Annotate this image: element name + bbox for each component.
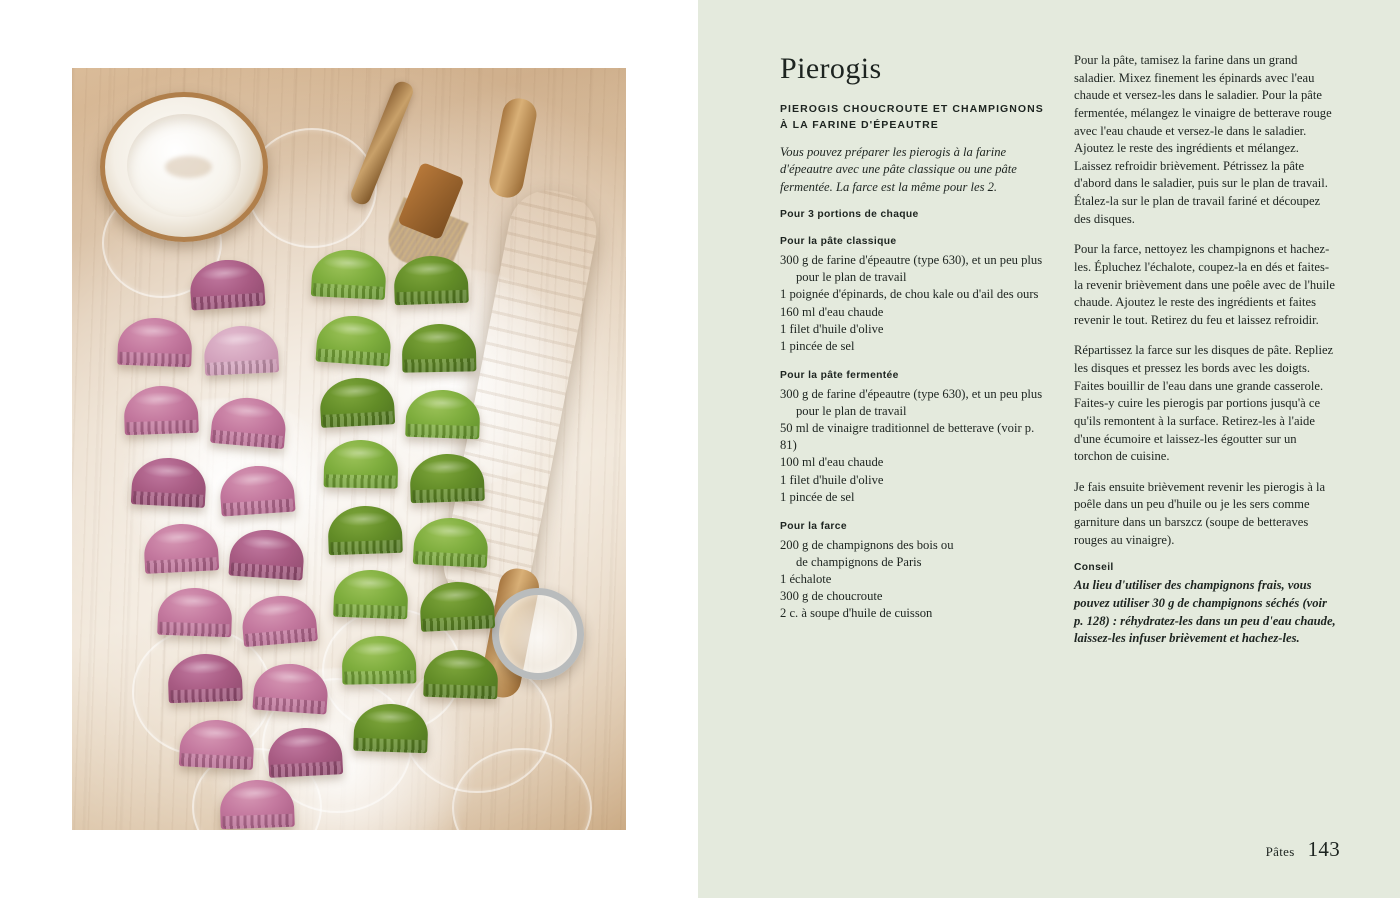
ingredient-item-continuation: pour le plan de travail [796,270,907,285]
page-title: Pierogis [780,52,882,85]
ingredient-item: 1 poignée d'épinards, de chou kale ou d'ail des ours [780,287,1039,302]
ingredient-item-continuation: de champignons de Paris [796,554,922,569]
recipe-photo [72,68,626,830]
ingredient-group-title: Pour la pâte fermentée [780,369,899,381]
ingredient-group [780,236,1044,355]
recipe-block [780,52,1336,648]
ingredient-item: 1 pincée de sel [780,489,855,504]
recipe-step: Pour la farce, nettoyez les champignons et hachez-les. Épluchez l'échalote, coupez-la en dés et faites-la revenir brièvement dans une poêle avec de l'huile chaude. Ajoutez le reste des ingrédients et faites revenir le tout. Retirez du feu et laissez refroidir. [1074,242,1336,327]
ingredient-group-title: Pour la pâte classique [780,236,897,248]
recipe-ingredients-column [780,52,1044,648]
recipe-steps-column [1074,52,1336,648]
round-cutter [492,588,584,680]
ingredient-item: 2 c. à soupe d'huile de cuisson [780,606,933,621]
ingredient-item-continuation: pour le plan de travail [796,404,907,419]
ingredient-item: 160 ml d'eau chaude [780,304,884,319]
left-page [0,0,698,898]
page-footer [1266,837,1340,862]
right-page [698,0,1400,898]
ingredient-group [780,521,1044,623]
recipe-tip-body: Au lieu d'utiliser des champignons frais, vous pouvez utiliser 30 g de champignons séchés (voir p. 128) : réhydratez-les dans un peu d'eau chaude, laissez-les infuser brièvement et hachez-les. [1074,578,1336,646]
ingredient-item: 1 filet d'huile d'olive [780,321,884,336]
recipe-step: Répartissez la farce sur les disques de pâte. Repliez les disques et pressez les bords avec les doigts. Faites bouillir de l'eau dans une grande casserole. Faites-y cuire les pierogis par portions jusqu'à ce qu'ils remontent à la surface. Retirez-les à l'aide d'une écumoire et laissez-les égoutter sur un torchon de cuisine. [1074,343,1334,464]
ingredient-group [780,370,1044,506]
recipe-portions: Pour 3 portions de chaque [780,209,919,221]
ingredient-item: 300 g de choucroute [780,589,883,604]
ingredient-item: 300 g de farine d'épeautre (type 630), et un peu plus [780,386,1043,401]
flour-bowl [100,92,268,242]
ingredient-item: 1 échalote [780,572,832,587]
recipe-step: Pour la pâte, tamisez la farine dans un grand saladier. Mixez finement les épinards avec l'eau chaude et versez-les dans le saladier. Pour la pâte fermentée, mélangez le vinaigre de betterave rouge avec l'eau chaude et versez-le dans le saladier. Ajoutez le reste des ingrédients et mélangez. Laissez refroidir brièvement. Pétrissez la pâte d'abord dans le saladier, puis sur le plan de travail. Étalez-la sur le plan de travail fariné et découpez des disques. [1074,53,1332,226]
recipe-intro: Vous pouvez préparer les pierogis à la farine d'épeautre avec une pâte classique ou une pâte fermentée. La farce est la même pour les 2. [780,144,1017,195]
ingredient-item: 50 ml de vinaigre traditionnel de betterave (voir p. 81) [780,421,1035,453]
ingredient-item: 300 g de farine d'épeautre (type 630), et un peu plus [780,253,1043,268]
recipe-tip-label: Conseil [1074,562,1114,574]
page-number: 143 [1307,837,1340,861]
ingredient-item: 100 ml d'eau chaude [780,455,884,470]
recipe-subtitle: PIEROGIS CHOUCROUTE ET CHAMPIGNONS À LA FARINE D'ÉPEAUTRE [780,103,1044,132]
ingredient-item: 1 filet d'huile d'olive [780,472,884,487]
recipe-step: Je fais ensuite brièvement revenir les pierogis à la poêle dans un peu d'huile ou je les sers comme garniture dans un barszcz (soupe de betteraves rouges au vinaigre). [1074,479,1326,547]
ingredient-item: 1 pincée de sel [780,338,855,353]
footer-chapter-label: Pâtes [1265,844,1295,859]
ingredient-item: 200 g de champignons des bois ou [780,537,954,552]
ingredient-group-title: Pour la farce [780,520,847,532]
